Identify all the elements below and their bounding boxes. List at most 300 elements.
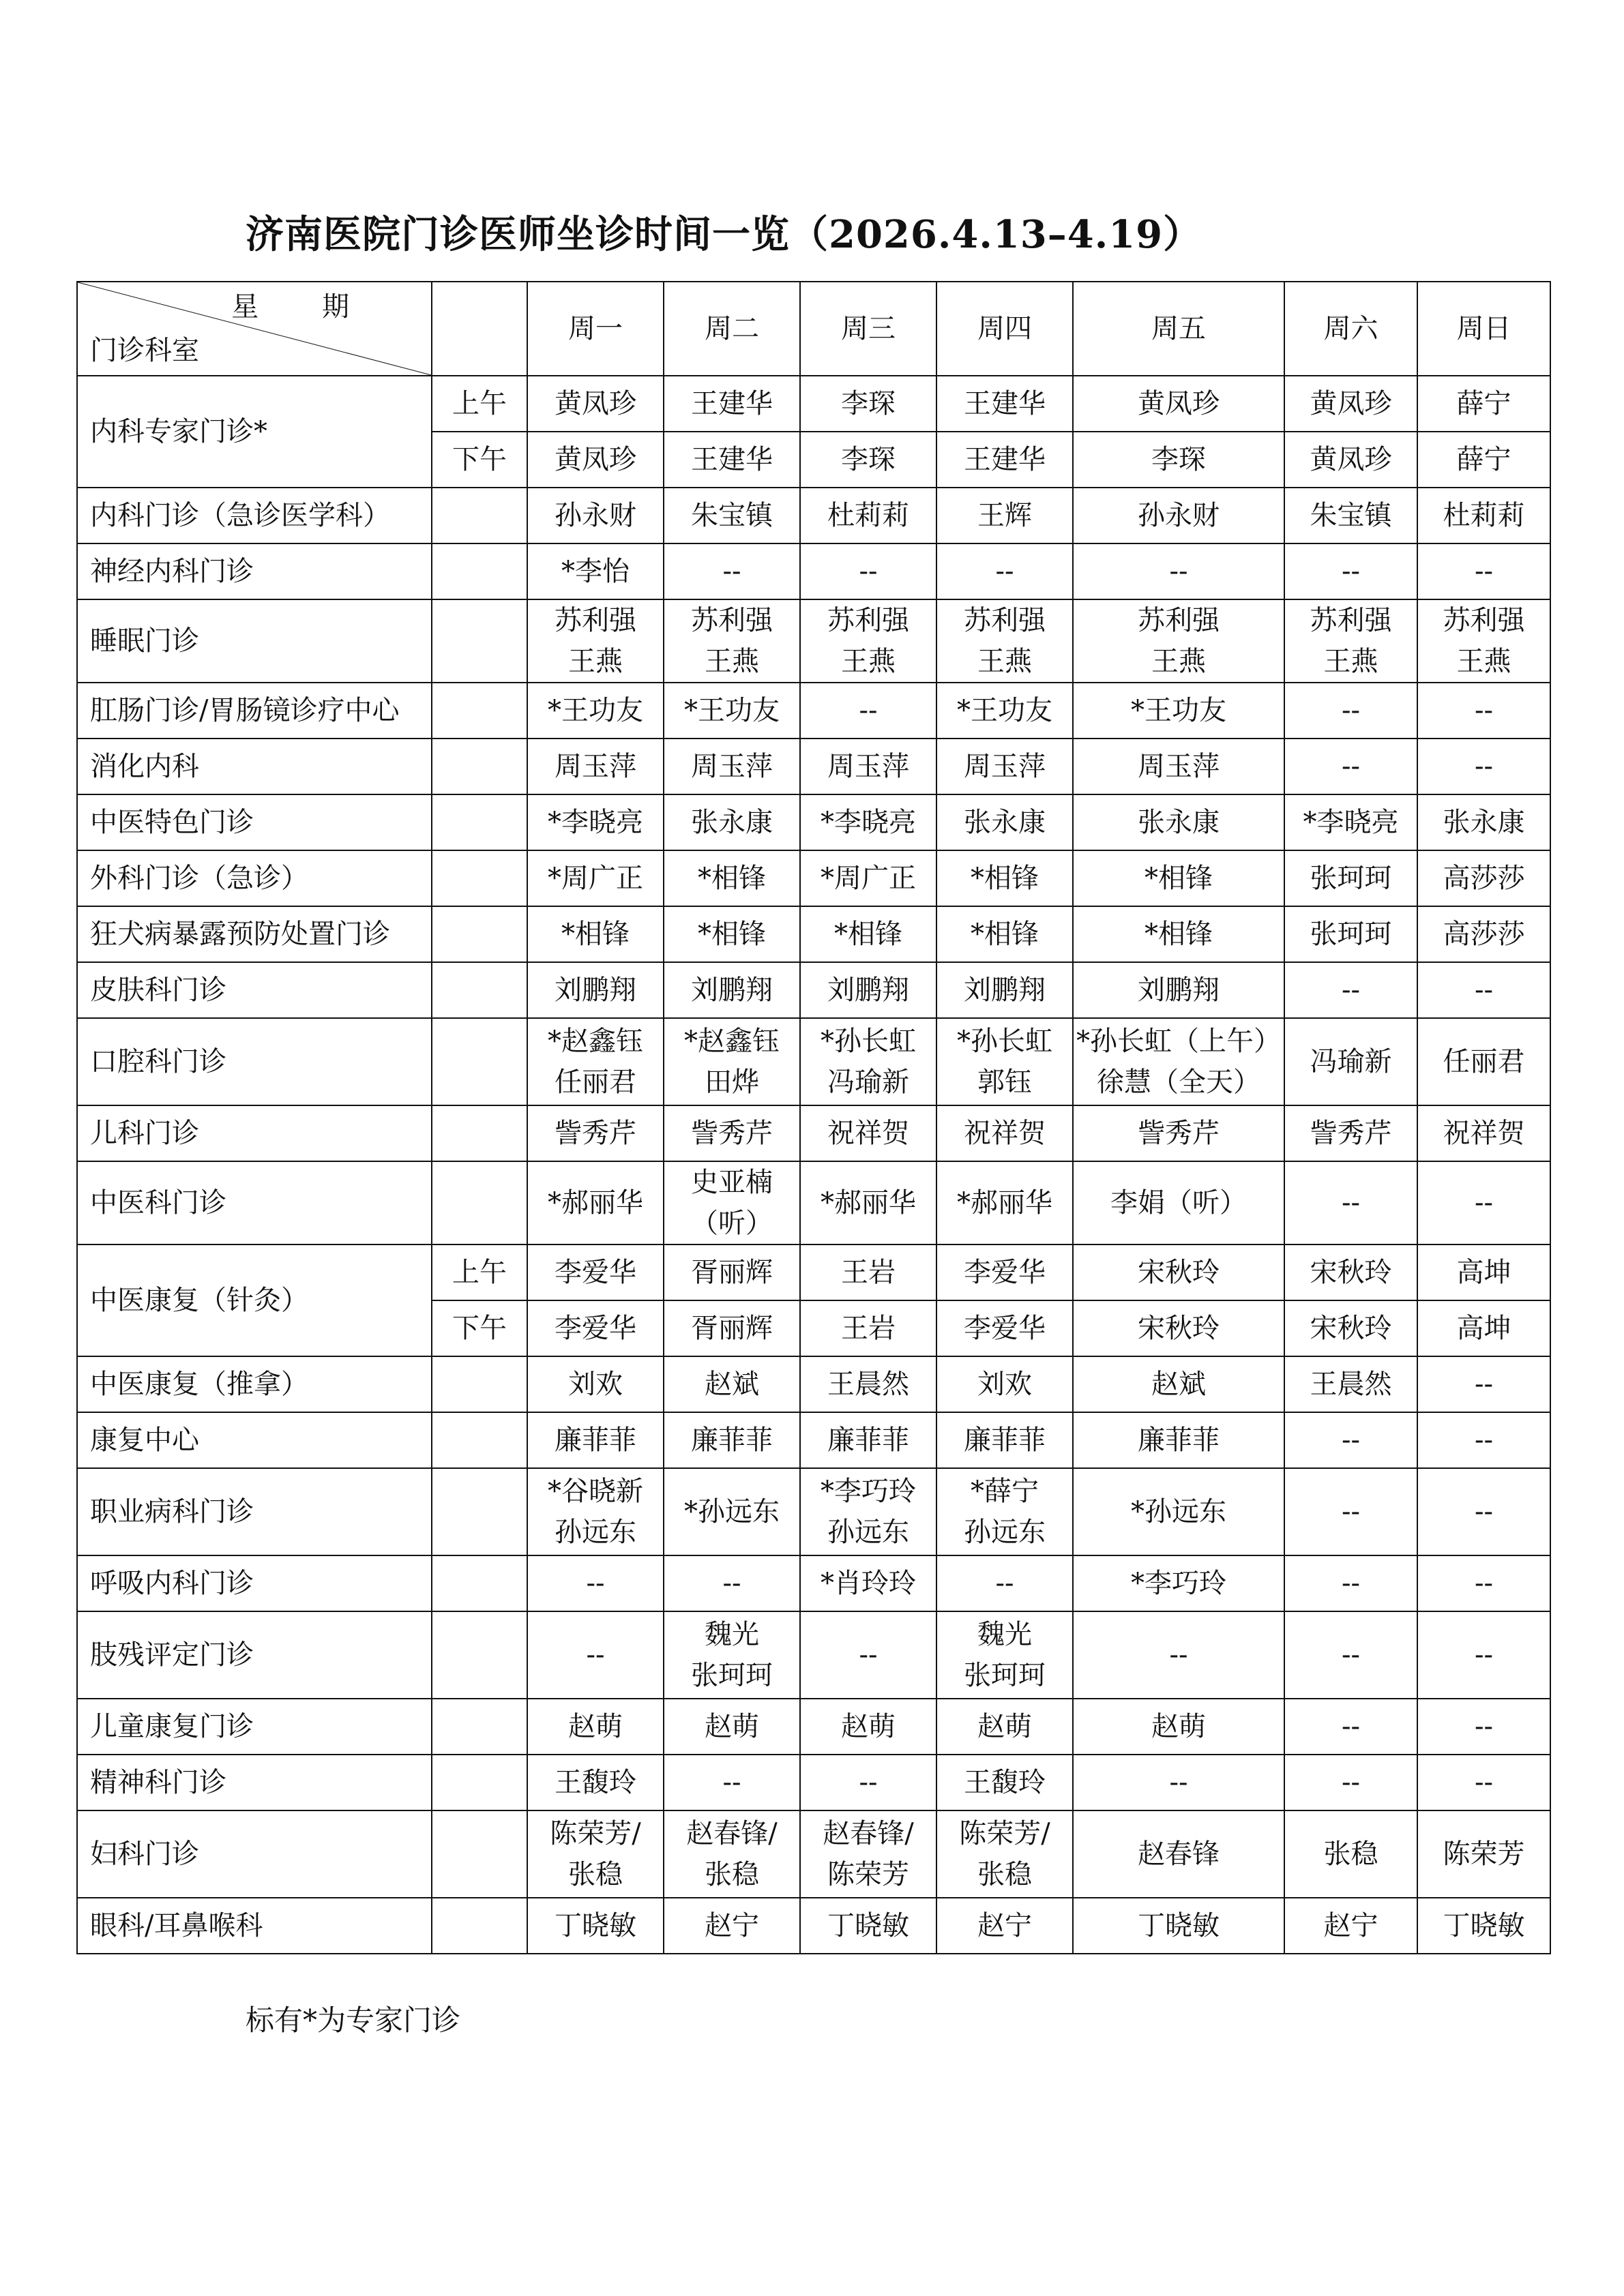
doctor-name: --: [1474, 556, 1494, 587]
doctor-cell: [1284, 1468, 1417, 1555]
doctor-name: 张永康: [964, 807, 1046, 838]
table-row: [77, 1412, 1550, 1468]
doctor-name: --: [722, 556, 741, 587]
doctor-cell: [936, 1898, 1073, 1954]
table-row: [77, 488, 1550, 543]
doctor-name: 孙远东: [555, 1517, 636, 1548]
table-row: [77, 1468, 1550, 1555]
doctor-cell: [1417, 1244, 1550, 1300]
doctor-name: *相锋: [971, 863, 1039, 894]
department-cell: 妇科门诊: [77, 1810, 432, 1898]
doctor-cell: [1284, 906, 1417, 962]
doctor-cell: [936, 1810, 1073, 1898]
table-row: [77, 1755, 1550, 1810]
table-row: [77, 1611, 1550, 1699]
doctor-name: 赵春锋: [1138, 1838, 1220, 1870]
doctor-cell: [664, 1468, 800, 1555]
doctor-cell: [527, 376, 664, 432]
doctor-cell: [664, 794, 800, 850]
doctor-cell: [527, 1412, 664, 1468]
doctor-name: 张永康: [1443, 807, 1525, 838]
doctor-cell: [664, 376, 800, 432]
doctor-cell: [800, 432, 936, 488]
doctor-cell: [664, 683, 800, 739]
doctor-name: 陈荣芳: [1443, 1838, 1525, 1870]
doctor-name: *孙远东: [684, 1496, 780, 1527]
diagonal-header-cell: [77, 282, 432, 376]
doctor-cell: [800, 1699, 936, 1755]
doctor-name: --: [1341, 751, 1361, 782]
doctor-name: 王燕: [1456, 646, 1511, 677]
doctor-name: 魏光: [705, 1619, 759, 1650]
doctor-name: --: [1474, 695, 1494, 726]
doctor-name: --: [859, 695, 878, 726]
doctor-cell: [936, 599, 1073, 683]
table-row: [77, 1105, 1550, 1161]
doctor-cell: [1284, 1105, 1417, 1161]
doctor-name: 朱宝镇: [691, 500, 773, 531]
table-row: [77, 1161, 1550, 1244]
doctor-cell: [1284, 543, 1417, 599]
doctor-name: 周玉萍: [827, 751, 909, 782]
doctor-name: --: [1474, 751, 1494, 782]
doctor-cell: [800, 906, 936, 962]
doctor-name: 王馥玲: [964, 1767, 1046, 1798]
doctor-name: 苏利强: [1138, 605, 1220, 636]
doctor-name: 杜莉莉: [827, 500, 909, 531]
shift-cell: [432, 906, 527, 962]
doctor-name: 訾秀芹: [1310, 1118, 1392, 1149]
table-row: [77, 962, 1550, 1018]
shift-header-cell: [432, 282, 527, 376]
doctor-name: 李娟（听）: [1110, 1187, 1247, 1219]
doctor-cell: [1417, 543, 1550, 599]
doctor-cell: [1284, 1244, 1417, 1300]
doctor-cell: [1417, 1555, 1550, 1611]
department-cell: 康复中心: [77, 1412, 432, 1468]
department-cell: 皮肤科门诊: [77, 962, 432, 1018]
shift-cell: [432, 1611, 527, 1699]
doctor-name: 周玉萍: [555, 751, 636, 782]
doctor-cell: [1417, 1018, 1550, 1105]
doctor-name: 李琛: [1151, 444, 1206, 475]
shift-cell: 上午: [432, 1244, 527, 1300]
footnote: 标有*为专家门诊: [246, 2003, 461, 2037]
doctor-cell: [1417, 739, 1550, 794]
doctor-cell: [936, 794, 1073, 850]
table-row: [77, 1699, 1550, 1755]
doctor-name: --: [1169, 556, 1188, 587]
doctor-cell: [527, 739, 664, 794]
doctor-cell: [800, 1898, 936, 1954]
doctor-name: 李爱华: [555, 1313, 636, 1344]
doctor-cell: [936, 906, 1073, 962]
doctor-name: *李怡: [561, 556, 630, 587]
doctor-cell: [800, 1356, 936, 1412]
doctor-name: --: [1341, 1767, 1361, 1798]
shift-cell: [432, 488, 527, 543]
doctor-name: 魏光: [977, 1619, 1032, 1650]
doctor-name: 张珂珂: [691, 1660, 773, 1691]
department-cell: 眼科/耳鼻喉科: [77, 1898, 432, 1954]
doctor-cell: [800, 1755, 936, 1810]
doctor-cell: [1073, 1699, 1284, 1755]
doctor-name: 宋秋玲: [1310, 1313, 1392, 1344]
doctor-name: *肖玲玲: [821, 1568, 916, 1599]
doctor-cell: [936, 1412, 1073, 1468]
doctor-name: 薛宁: [1456, 444, 1511, 475]
department-cell: 中医特色门诊: [77, 794, 432, 850]
doctor-name: *李晓亮: [1303, 807, 1399, 838]
doctor-name: *孙长虹: [821, 1026, 916, 1057]
doctor-cell: [527, 850, 664, 906]
shift-cell: 上午: [432, 376, 527, 432]
doctor-name: 黄凤珍: [555, 444, 636, 475]
department-cell: 内科专家门诊*: [77, 376, 432, 488]
doctor-name: 张永康: [691, 807, 773, 838]
department-cell: 精神科门诊: [77, 1755, 432, 1810]
doctor-name: 苏利强: [827, 605, 909, 636]
doctor-name: 宋秋玲: [1138, 1313, 1220, 1344]
table-row: [77, 1244, 1550, 1300]
table-row: [77, 683, 1550, 739]
doctor-name: --: [586, 1639, 605, 1671]
doctor-name: 宋秋玲: [1310, 1257, 1392, 1288]
doctor-cell: [1284, 794, 1417, 850]
doctor-name: 田烨: [705, 1067, 759, 1098]
doctor-name: 祝祥贺: [1443, 1118, 1525, 1149]
doctor-name: *赵鑫钰: [548, 1026, 643, 1057]
doctor-name: *相锋: [834, 919, 902, 950]
doctor-name: 刘欢: [568, 1369, 623, 1400]
doctor-cell: [1073, 1611, 1284, 1699]
page-title: 济南医院门诊医师坐诊时间一览（2026.4.13–4.19）: [246, 212, 1202, 257]
doctor-name: 李爱华: [555, 1257, 636, 1288]
doctor-cell: [936, 1468, 1073, 1555]
doctor-cell: [527, 1810, 664, 1898]
doctor-name: 王燕: [568, 646, 623, 677]
shift-cell: [432, 1555, 527, 1611]
doctor-name: *相锋: [1145, 919, 1213, 950]
doctor-cell: [1417, 1105, 1550, 1161]
department-cell: 职业病科门诊: [77, 1468, 432, 1555]
doctor-name: --: [1341, 1568, 1361, 1599]
doctor-cell: [800, 794, 936, 850]
doctor-name: 李爱华: [964, 1257, 1046, 1288]
doctor-name: 赵宁: [1323, 1910, 1378, 1941]
doctor-cell: [664, 1244, 800, 1300]
doctor-name: 张珂珂: [1310, 863, 1392, 894]
doctor-cell: [800, 488, 936, 543]
shift-cell: 下午: [432, 1300, 527, 1356]
doctor-cell: [664, 599, 800, 683]
day-header: 周一: [527, 282, 664, 376]
shift-cell: [432, 1755, 527, 1810]
doctor-cell: [664, 432, 800, 488]
doctor-cell: [800, 1412, 936, 1468]
department-cell: 消化内科: [77, 739, 432, 794]
doctor-cell: [527, 1898, 664, 1954]
table-row: [77, 1018, 1550, 1105]
doctor-cell: [1073, 1810, 1284, 1898]
day-header: 周日: [1417, 282, 1550, 376]
doctor-cell: [1284, 850, 1417, 906]
doctor-name: --: [586, 1568, 605, 1599]
doctor-name: 张稳: [977, 1859, 1032, 1890]
doctor-name: 张永康: [1138, 807, 1220, 838]
doctor-name: 赵宁: [705, 1910, 759, 1941]
doctor-name: 黄凤珍: [1310, 444, 1392, 475]
doctor-cell: [800, 543, 936, 599]
doctor-name: 刘鹏翔: [555, 974, 636, 1006]
doctor-name: --: [1169, 1767, 1188, 1798]
doctor-cell: [1073, 739, 1284, 794]
department-cell: 狂犬病暴露预防处置门诊: [77, 906, 432, 962]
doctor-name: 陈荣芳/: [550, 1818, 641, 1849]
doctor-name: 周玉萍: [964, 751, 1046, 782]
doctor-name: *李晓亮: [821, 807, 916, 838]
doctor-name: 王建华: [691, 444, 773, 475]
doctor-cell: [1073, 1898, 1284, 1954]
doctor-cell: [1284, 1755, 1417, 1810]
shift-cell: [432, 739, 527, 794]
doctor-name: 史亚楠: [691, 1167, 773, 1198]
doctor-name: 朱宝镇: [1310, 500, 1392, 531]
doctor-name: 王燕: [841, 646, 896, 677]
doctor-name: 刘鹏翔: [1138, 974, 1220, 1006]
doctor-name: *相锋: [1145, 863, 1213, 894]
doctor-name: *相锋: [698, 919, 766, 950]
doctor-cell: [1284, 376, 1417, 432]
doctor-cell: [800, 1555, 936, 1611]
doctor-cell: [1417, 376, 1550, 432]
doctor-cell: [800, 1244, 936, 1300]
doctor-name: *相锋: [561, 919, 630, 950]
doctor-cell: [1073, 432, 1284, 488]
doctor-name: --: [1341, 1425, 1361, 1456]
doctor-cell: [1417, 683, 1550, 739]
doctor-cell: [664, 850, 800, 906]
doctor-cell: [664, 1810, 800, 1898]
doctor-name: （听）: [691, 1208, 773, 1239]
doctor-name: 丁晓敏: [555, 1910, 636, 1941]
doctor-name: *周广正: [548, 863, 643, 894]
doctor-cell: [1284, 1898, 1417, 1954]
doctor-name: 苏利强: [555, 605, 636, 636]
doctor-cell: [664, 1161, 800, 1244]
doctor-cell: [1417, 906, 1550, 962]
doctor-name: 孙远东: [827, 1517, 909, 1548]
doctor-cell: [1284, 683, 1417, 739]
doctor-cell: [800, 1468, 936, 1555]
doctor-cell: [1417, 488, 1550, 543]
doctor-name: *赵鑫钰: [684, 1026, 780, 1057]
doctor-cell: [800, 850, 936, 906]
doctor-name: *王功友: [548, 695, 643, 726]
doctor-name: 王晨然: [1310, 1369, 1392, 1400]
doctor-cell: [1417, 599, 1550, 683]
doctor-name: --: [1341, 1639, 1361, 1671]
doctor-name: 王馥玲: [555, 1767, 636, 1798]
doctor-cell: [936, 739, 1073, 794]
day-header: 周六: [1284, 282, 1417, 376]
doctor-name: *王功友: [1131, 695, 1226, 726]
doctor-name: 李爱华: [964, 1313, 1046, 1344]
doctor-cell: [936, 1755, 1073, 1810]
doctor-cell: [664, 1699, 800, 1755]
doctor-name: --: [722, 1568, 741, 1599]
doctor-cell: [800, 1018, 936, 1105]
doctor-cell: [1417, 1898, 1550, 1954]
doctor-name: 丁晓敏: [1138, 1910, 1220, 1941]
doctor-name: 丁晓敏: [827, 1910, 909, 1941]
doctor-cell: [1417, 794, 1550, 850]
department-axis-label: 门诊科室: [90, 335, 199, 366]
doctor-cell: [1417, 1699, 1550, 1755]
doctor-cell: [1417, 962, 1550, 1018]
doctor-cell: [1073, 376, 1284, 432]
shift-cell: [432, 599, 527, 683]
shift-cell: 下午: [432, 432, 527, 488]
department-cell: 中医康复（推拿）: [77, 1356, 432, 1412]
doctor-name: 李琛: [841, 444, 896, 475]
shift-cell: [432, 1898, 527, 1954]
doctor-name: 高莎莎: [1443, 863, 1525, 894]
department-cell: 睡眠门诊: [77, 599, 432, 683]
doctor-cell: [527, 794, 664, 850]
doctor-cell: [1284, 1699, 1417, 1755]
doctor-cell: [1284, 488, 1417, 543]
doctor-name: 赵萌: [841, 1711, 896, 1742]
doctor-name: 刘鹏翔: [691, 974, 773, 1006]
table-row: [77, 599, 1550, 683]
doctor-cell: [664, 1555, 800, 1611]
doctor-cell: [527, 432, 664, 488]
doctor-name: 陈荣芳/: [959, 1818, 1050, 1849]
doctor-name: 刘鹏翔: [827, 974, 909, 1006]
doctor-name: 张稳: [1323, 1838, 1378, 1870]
doctor-cell: [1417, 432, 1550, 488]
doctor-name: 赵萌: [977, 1711, 1032, 1742]
doctor-name: --: [1474, 1568, 1494, 1599]
doctor-name: 祝祥贺: [827, 1118, 909, 1149]
department-cell: 肛肠门诊/胃肠镜诊疗中心: [77, 683, 432, 739]
doctor-name: --: [1474, 1187, 1494, 1219]
doctor-cell: [664, 906, 800, 962]
doctor-cell: [1284, 1810, 1417, 1898]
doctor-name: *相锋: [698, 863, 766, 894]
doctor-cell: [1417, 1300, 1550, 1356]
doctor-name: *孙长虹（上午）: [1076, 1026, 1281, 1057]
doctor-cell: [664, 1018, 800, 1105]
table-row: [77, 376, 1550, 432]
doctor-name: 胥丽辉: [691, 1313, 773, 1344]
table-row: [77, 1810, 1550, 1898]
doctor-cell: [936, 543, 1073, 599]
doctor-cell: [527, 1018, 664, 1105]
doctor-cell: [1284, 1412, 1417, 1468]
doctor-cell: [1073, 906, 1284, 962]
table-row: [77, 906, 1550, 962]
day-header: 周三: [800, 282, 936, 376]
doctor-name: 訾秀芹: [691, 1118, 773, 1149]
doctor-cell: [1284, 962, 1417, 1018]
doctor-cell: [527, 488, 664, 543]
doctor-cell: [527, 1161, 664, 1244]
doctor-name: 祝祥贺: [964, 1118, 1046, 1149]
doctor-name: 王建华: [964, 388, 1046, 419]
doctor-cell: [800, 962, 936, 1018]
doctor-name: 赵春锋/: [823, 1818, 914, 1849]
doctor-name: --: [859, 556, 878, 587]
doctor-name: 高坤: [1456, 1313, 1511, 1344]
shift-cell: [432, 1810, 527, 1898]
doctor-cell: [1073, 1300, 1284, 1356]
doctor-cell: [1284, 1611, 1417, 1699]
doctor-name: --: [995, 1568, 1014, 1599]
doctor-name: 王燕: [705, 646, 759, 677]
doctor-cell: [527, 1555, 664, 1611]
doctor-name: *王功友: [684, 695, 780, 726]
doctor-cell: [664, 1611, 800, 1699]
doctor-cell: [664, 1898, 800, 1954]
doctor-cell: [1073, 1018, 1284, 1105]
doctor-cell: [936, 488, 1073, 543]
table-row: [77, 794, 1550, 850]
doctor-name: 任丽君: [1443, 1046, 1525, 1077]
doctor-cell: [936, 376, 1073, 432]
shift-cell: [432, 1356, 527, 1412]
doctor-cell: [527, 1699, 664, 1755]
doctor-cell: [527, 1300, 664, 1356]
doctor-name: 孙永财: [555, 500, 636, 531]
doctor-cell: [800, 1300, 936, 1356]
doctor-name: 苏利强: [1310, 605, 1392, 636]
doctor-name: 苏利强: [1443, 605, 1525, 636]
department-cell: 肢残评定门诊: [77, 1611, 432, 1699]
doctor-name: 王燕: [1323, 646, 1378, 677]
doctor-cell: [664, 739, 800, 794]
doctor-name: 胥丽辉: [691, 1257, 773, 1288]
doctor-cell: [936, 962, 1073, 1018]
doctor-cell: [1417, 1161, 1550, 1244]
doctor-cell: [664, 1300, 800, 1356]
table-row: [77, 1356, 1550, 1412]
doctor-cell: [936, 850, 1073, 906]
doctor-name: 黄凤珍: [1138, 388, 1220, 419]
doctor-name: *孙远东: [1131, 1496, 1226, 1527]
doctor-name: --: [995, 556, 1014, 587]
doctor-name: 苏利强: [691, 605, 773, 636]
doctor-name: 刘鹏翔: [964, 974, 1046, 1006]
doctor-cell: [527, 1611, 664, 1699]
doctor-name: 李琛: [841, 388, 896, 419]
doctor-name: --: [1474, 974, 1494, 1006]
doctor-cell: [800, 599, 936, 683]
shift-cell: [432, 962, 527, 1018]
doctor-name: 孙永财: [1138, 500, 1220, 531]
doctor-name: 孙远东: [964, 1517, 1046, 1548]
doctor-name: --: [1341, 695, 1361, 726]
doctor-cell: [1417, 850, 1550, 906]
weekday-axis-label: 星 期: [231, 291, 377, 323]
shift-cell: [432, 794, 527, 850]
doctor-cell: [1284, 1161, 1417, 1244]
doctor-cell: [800, 683, 936, 739]
doctor-name: *谷晓新: [548, 1476, 643, 1507]
department-cell: 呼吸内科门诊: [77, 1555, 432, 1611]
doctor-name: 刘欢: [977, 1369, 1032, 1400]
